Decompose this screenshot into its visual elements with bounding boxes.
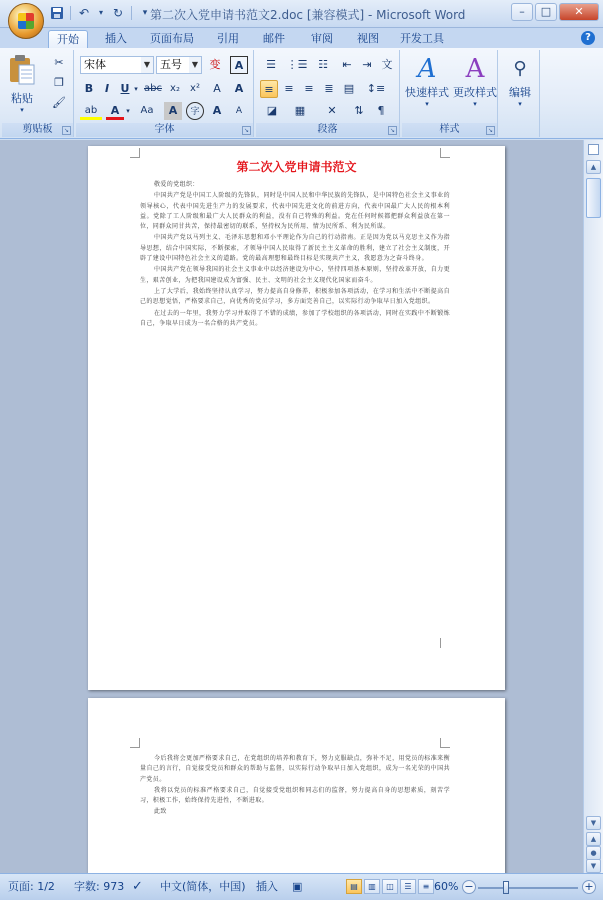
- change-styles-icon: A: [465, 54, 485, 84]
- font-color-dropdown-icon[interactable]: ▾: [126, 107, 130, 115]
- font-size-value: 五号: [160, 58, 182, 71]
- crop-mark: [440, 738, 450, 748]
- clear-formatting-icon[interactable]: A: [213, 82, 221, 95]
- document-body: [140, 180, 450, 330]
- underline-button[interactable]: U: [120, 82, 130, 95]
- language-indicator[interactable]: 中文(简体，中国): [160, 880, 246, 893]
- tab-insert[interactable]: 插入: [105, 32, 127, 45]
- page-2[interactable]: [88, 698, 505, 873]
- justify-icon[interactable]: ≣: [324, 82, 334, 95]
- copy-icon[interactable]: ❐: [54, 76, 64, 89]
- underline-dropdown-icon[interactable]: ▾: [134, 85, 138, 93]
- window-controls: [511, 3, 599, 21]
- close-button[interactable]: ✕: [559, 3, 599, 21]
- sort-icon[interactable]: ⇅: [354, 104, 364, 117]
- document-area[interactable]: [0, 140, 583, 873]
- quick-access-toolbar: [50, 6, 152, 20]
- office-logo-icon: [18, 13, 34, 29]
- clipboard-group: [2, 50, 74, 137]
- editing-dropdown-icon: ▾: [518, 100, 522, 108]
- editing-label: 编辑: [509, 86, 531, 99]
- view-ruler-icon[interactable]: [588, 144, 599, 155]
- styles-group-label: 样式: [402, 123, 497, 137]
- highlight-button[interactable]: ab: [80, 102, 102, 120]
- numbering-icon[interactable]: ⋮☰: [286, 58, 308, 71]
- undo-icon[interactable]: ↶: [78, 6, 90, 20]
- align-right-icon[interactable]: ≡: [304, 82, 314, 95]
- zoom-slider-thumb[interactable]: [503, 881, 509, 894]
- tab-developer[interactable]: 开发工具: [400, 32, 444, 45]
- outline-view-button[interactable]: ☰: [400, 879, 416, 894]
- font-group: [76, 50, 254, 137]
- tab-home[interactable]: 开始: [48, 30, 88, 48]
- change-styles-dropdown-icon: ▾: [473, 100, 477, 108]
- clipboard-group-label: 剪贴板: [2, 123, 73, 137]
- tab-view[interactable]: 视图: [357, 32, 379, 45]
- multilevel-list-icon[interactable]: ☷: [318, 58, 328, 71]
- styles-launcher-icon[interactable]: ↘: [487, 127, 494, 134]
- crop-mark: [440, 638, 450, 648]
- paste-icon: [7, 54, 37, 84]
- paste-dropdown-icon: ▾: [20, 106, 24, 114]
- tab-references[interactable]: 引用: [217, 32, 239, 45]
- asian-layout-icon[interactable]: ✕: [327, 104, 337, 117]
- phonetic-guide-icon[interactable]: 变: [209, 58, 221, 71]
- font-name-combo[interactable]: [80, 56, 154, 74]
- ribbon: [0, 48, 603, 139]
- shading-icon[interactable]: ◪: [266, 104, 278, 117]
- zoom-out-button[interactable]: −: [462, 880, 476, 894]
- salutation: 敬爱的党组织：: [154, 181, 199, 188]
- document-title: 第二次入党申请书范文: [236, 160, 357, 174]
- draft-view-button[interactable]: ≡: [418, 879, 434, 894]
- previous-page-button[interactable]: ▲: [586, 832, 601, 846]
- office-button[interactable]: [8, 3, 44, 39]
- binoculars-icon: ⚲: [513, 58, 527, 79]
- vertical-scrollbar[interactable]: [583, 140, 603, 873]
- character-border-icon[interactable]: A: [230, 56, 248, 74]
- font-size-combo[interactable]: [156, 56, 202, 74]
- select-browse-object-button[interactable]: ●: [586, 846, 601, 860]
- ribbon-tabs: [0, 28, 603, 48]
- change-case-button[interactable]: Aa: [140, 105, 154, 116]
- char-scale-down-button[interactable]: A: [235, 106, 243, 116]
- show-marks-icon[interactable]: ¶: [377, 104, 385, 117]
- web-layout-view-button[interactable]: ◫: [382, 879, 398, 894]
- quick-styles-label: 快速样式: [405, 86, 449, 99]
- paragraph: 我将以党员的标准严格要求自己，自觉接受党组织和同志们的监督，努力提高自身的思想素质，刻苦学习，积极工作，始终保持先进性，不断进取。: [140, 786, 450, 805]
- enclose-characters-button[interactable]: 字: [186, 102, 204, 120]
- paragraph: 今后我将会更加严格要求自己，在党组织的培养和教育下，努力克服缺点，弥补不足，用党员的标准来衡量自己的言行，自觉接受党员和群众的帮助与监督，以实际行动争取早日加入党组织，成为一名光荣的中国共产党员。: [140, 755, 450, 783]
- zoom-slider-track[interactable]: [478, 887, 578, 889]
- font-name-value: 宋体: [84, 58, 106, 71]
- insert-mode[interactable]: 插入: [256, 880, 278, 893]
- change-styles-label: 更改样式: [453, 86, 497, 99]
- qat-separator: [131, 6, 132, 20]
- title-bar: [0, 0, 603, 28]
- tab-page-layout[interactable]: 页面布局: [150, 32, 194, 45]
- align-center-icon[interactable]: ≡: [284, 82, 294, 95]
- full-screen-reading-view-button[interactable]: ▥: [364, 879, 380, 894]
- proofing-icon[interactable]: ✓: [132, 879, 143, 894]
- crop-mark: [130, 148, 140, 158]
- line-spacing-icon[interactable]: ↕≡: [366, 82, 386, 95]
- superscript-button[interactable]: x²: [190, 83, 200, 94]
- scroll-down-button[interactable]: ▼: [586, 816, 601, 830]
- crop-mark: [440, 148, 450, 158]
- qat-separator: [70, 6, 71, 20]
- paragraph: 中国共产党在领导我国的社会主义事业中以经济建设为中心，坚持四项基本原则，坚持改革开放，自力更生，艰苦创业，为把我国建设成为富强、民主、文明的社会主义现代化国家而奋斗。: [140, 266, 450, 284]
- scroll-up-button[interactable]: ▲: [586, 160, 601, 174]
- page-1[interactable]: [88, 146, 505, 690]
- print-layout-view-button[interactable]: ▤: [346, 879, 362, 894]
- distributed-icon[interactable]: ▤: [343, 82, 355, 95]
- paragraph-group: [256, 50, 400, 137]
- scroll-thumb[interactable]: [586, 178, 601, 218]
- change-styles-button[interactable]: [452, 54, 498, 108]
- styles-group: [402, 50, 498, 137]
- chinese-layout-icon[interactable]: 文: [381, 58, 393, 71]
- paragraph: 在过去的一年里，我努力学习并取得了不错的成绩，参加了学校组织的各项活动，同时在实践中不断锻炼自己，争取早日成为一名合格的共产党员。: [140, 309, 450, 327]
- chevron-down-icon[interactable]: ▼: [189, 57, 201, 73]
- italic-button[interactable]: I: [104, 82, 110, 95]
- paragraph-group-label: 段落: [256, 123, 399, 137]
- bullets-icon[interactable]: ☰: [266, 58, 276, 71]
- zoom-in-button[interactable]: +: [582, 880, 596, 894]
- crop-mark: [130, 738, 140, 748]
- document-body-page2: [140, 754, 450, 819]
- paragraph: 上了大学后，我始终坚持认真学习，努力提高自身修养，积极参加各项活动，在学习和生活中不断提高自己的思想觉悟，严格要求自己，向优秀的党员学习，多方面完善自己，以实际行动争取早日加入党组织。: [140, 287, 450, 306]
- next-page-button[interactable]: ▼: [586, 859, 601, 873]
- character-shading-button[interactable]: A: [164, 102, 182, 120]
- macro-record-icon[interactable]: ▣: [292, 880, 303, 893]
- borders-icon[interactable]: ▦: [294, 104, 306, 117]
- chevron-down-icon[interactable]: ▼: [141, 57, 153, 73]
- paragraph: 此致: [154, 808, 167, 816]
- window-title: 第二次入党申请书范文2.doc [兼容模式] - Microsoft Word: [150, 8, 466, 22]
- font-group-label: 字体: [76, 123, 253, 137]
- status-bar: [0, 873, 603, 900]
- redo-icon[interactable]: ↻: [112, 6, 124, 20]
- page-indicator[interactable]: 页面: 1/2: [8, 880, 55, 893]
- word-count[interactable]: 字数: 973: [74, 880, 125, 893]
- paste-label: 粘贴: [11, 92, 33, 105]
- tab-review[interactable]: 审阅: [311, 32, 333, 45]
- quick-styles-dropdown-icon: ▾: [425, 100, 429, 108]
- paste-button[interactable]: [6, 54, 38, 114]
- decrease-indent-icon[interactable]: ⇤: [342, 58, 352, 71]
- subscript-button[interactable]: x₂: [170, 83, 180, 94]
- editing-button[interactable]: [502, 54, 538, 108]
- align-left-icon[interactable]: ≡: [260, 80, 278, 98]
- maximize-button[interactable]: □: [535, 3, 557, 21]
- quick-styles-icon: A: [417, 54, 437, 84]
- font-launcher-icon[interactable]: ↘: [243, 127, 250, 134]
- font-color-button[interactable]: A: [106, 102, 124, 120]
- quick-styles-button[interactable]: [404, 54, 450, 108]
- save-icon[interactable]: [50, 6, 64, 20]
- tab-mailings[interactable]: 邮件: [263, 32, 285, 45]
- paragraph-launcher-icon[interactable]: ↘: [389, 127, 396, 134]
- bold-button[interactable]: B: [84, 82, 94, 95]
- paragraph: 中国共产党以马列主义、毛泽东思想和邓小平理论作为自己的行动指南。正是因为党以马克思主义作为指导思想，结合中国实际，不断探索，才领导中国人民取得了新民主主义革命的胜利，建立了社会主义制度，开辟了建设中国特色社会主义的道路。党的最高理想和最终目标是实现共产主义，我愿意为之奋斗终身。: [140, 234, 450, 263]
- strikethrough-button[interactable]: abc: [144, 83, 162, 94]
- minimize-button[interactable]: –: [511, 3, 533, 21]
- zoom-level[interactable]: 60%: [434, 880, 459, 893]
- grow-font-icon[interactable]: A: [234, 82, 244, 95]
- clipboard-launcher-icon[interactable]: ↘: [63, 127, 70, 134]
- customize-qat-icon[interactable]: ▾: [142, 8, 148, 18]
- format-painter-icon[interactable]: 🖌: [52, 96, 66, 109]
- help-icon[interactable]: ?: [581, 31, 595, 45]
- editing-group: [500, 50, 540, 137]
- paragraph: 中国共产党是中国工人阶级的先锋队，同时是中国人民和中华民族的先锋队，是中国特色社会主义事业的领导核心，代表中国先进生产力的发展要求，代表中国先进文化的前进方向，代表中国最广大人民的根本利益。党除了工人阶级和最广大人民群众的利益，没有自己特殊的利益。党在任何时候都把群众利益放在第一位，同群众同甘共苦，保持最密切的联系，坚持权为民所用、情为民所系、利为民所谋。: [140, 192, 450, 231]
- char-scale-up-button[interactable]: A: [212, 104, 222, 117]
- undo-dropdown-icon[interactable]: ▾: [98, 8, 103, 17]
- cut-icon[interactable]: ✂: [54, 56, 64, 69]
- increase-indent-icon[interactable]: ⇥: [362, 58, 372, 71]
